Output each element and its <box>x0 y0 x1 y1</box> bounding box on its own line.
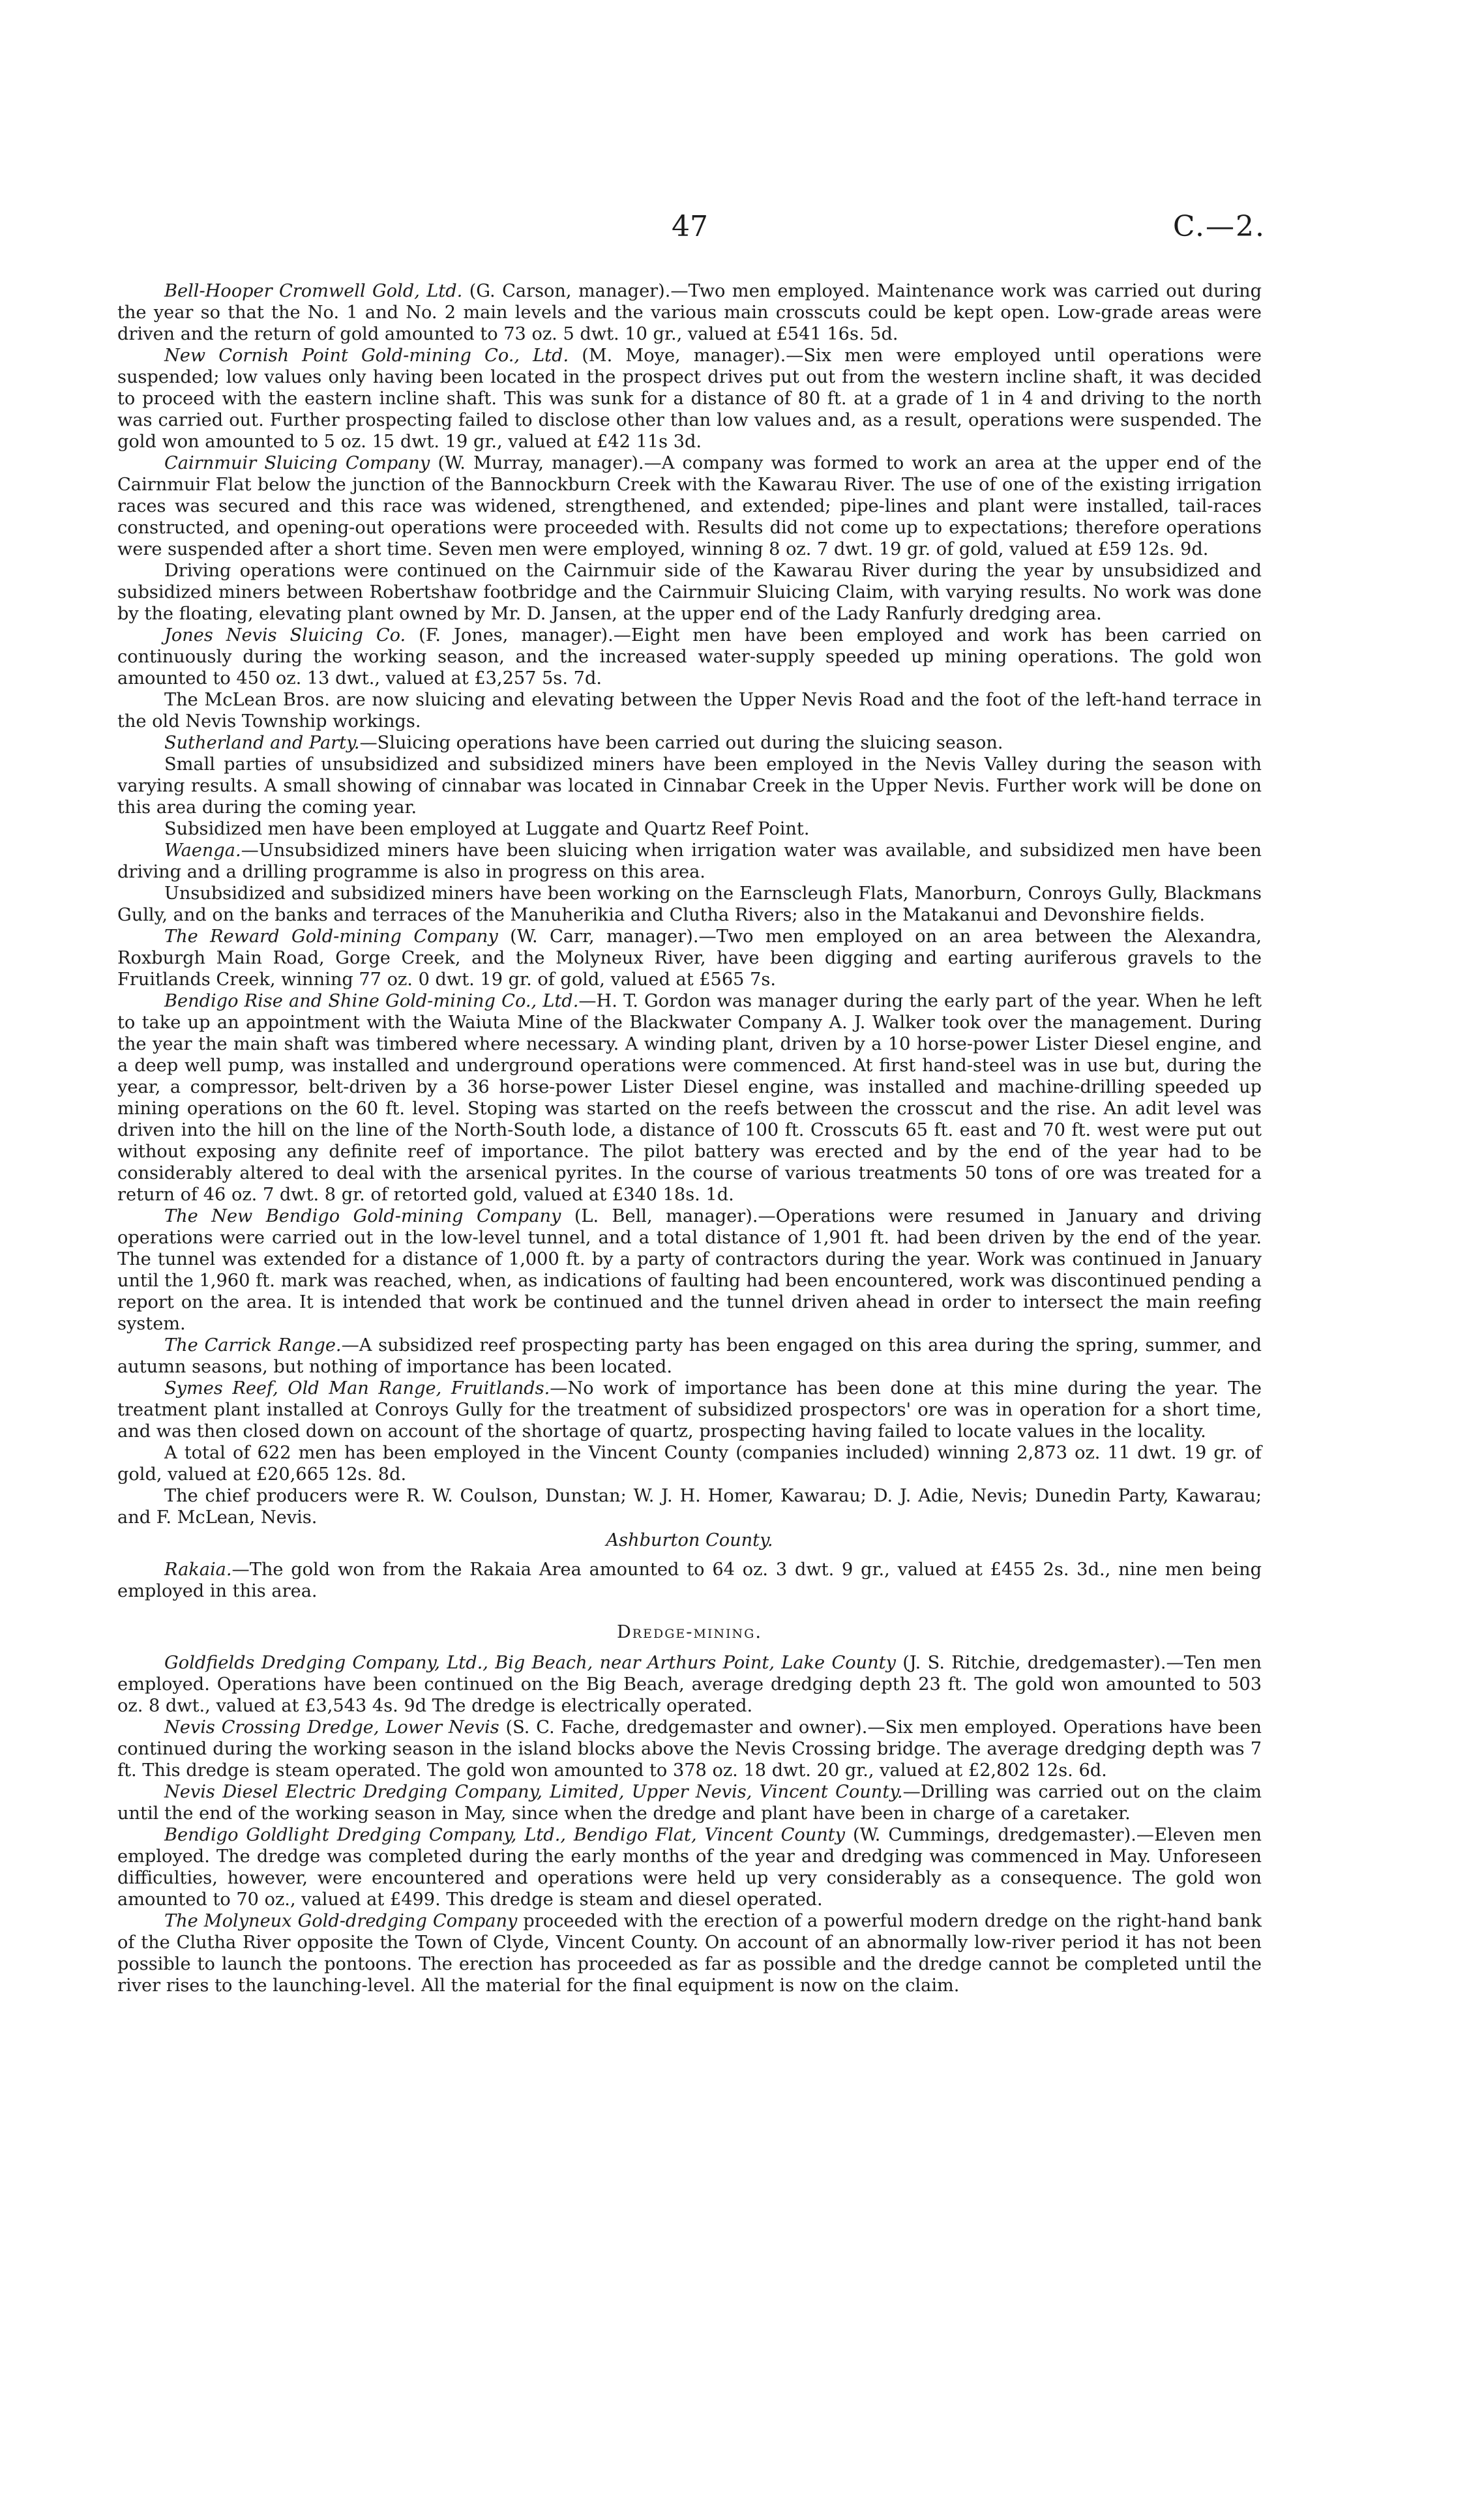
document-reference: C.—2. <box>1172 210 1266 243</box>
paragraph <box>117 1781 1262 1824</box>
paragraph-lead: Jones Nevis Sluicing Co. <box>164 625 406 645</box>
document-body <box>117 280 1262 1996</box>
paragraph <box>117 280 1262 345</box>
paragraph-lead: Rakaia. <box>164 1560 232 1580</box>
paragraph-text: The chief producers were R. W. Coulson, Dunstan; W. J. H. Homer, Kawarau; D. J. Adie, Nevis; Dunedin Party, Kawarau; and F. McLean, Nevis. <box>117 1486 1262 1528</box>
paragraph-text: (W. Carr, manager).—Two men employed on an area between the Alexandra, Roxburgh Main Road, Gorge Creek, and the Molyneux River, have been digging and earting auriferous gravels to the Fruitlands Creek, winning 77 oz. 0 dwt. 19 gr. of gold, valued at £565 7s. <box>117 926 1262 990</box>
paragraph-lead: Bendigo Rise and Shine Gold-mining Co., Ltd. <box>164 991 579 1011</box>
paragraph <box>117 883 1262 926</box>
paragraph-lead: Nevis Crossing Dredge, Lower Nevis <box>164 1717 499 1738</box>
paragraph-lead: Bendigo Goldlight Dredging Company, Ltd., Bendigo Flat, Vincent County <box>164 1825 846 1845</box>
paragraph-lead: The Carrick Range. <box>164 1335 342 1355</box>
section-heading-dredge-mining: Dredge-mining. <box>617 1622 762 1642</box>
paragraph-text: proceeded with the erection of a powerful modern dredge on the right-hand bank of the Clutha River opposite the Town of Clyde, Vincent County. On account of an abnormally low-river period it has not been possible to launch the pontoons. The erection has proceeded as far as possible and the dredge cannot be completed until the river rises to the launching-level. All the material for the final equipment is now on the claim. <box>117 1911 1262 1996</box>
paragraph-text: —A subsidized reef prospecting party has been engaged on this area during the spring, summer, and autumn seasons, but nothing of importance has been located. <box>117 1335 1262 1377</box>
paragraph-text: The McLean Bros. are now sluicing and elevating between the Upper Nevis Road and the foot of the left-hand terrace in the old Nevis Township workings. <box>117 690 1262 732</box>
paragraph-lead: Sutherland and Party. <box>164 733 360 753</box>
paragraph-text: —Sluicing operations have been carried out during the sluicing season. <box>359 733 1003 753</box>
paragraph-text: Driving operations were continued on the Cairnmuir side of the Kawarau River during the year by unsubsidized and subsidized miners between Robertshaw footbridge and the Cairnmuir Sluicing Claim, with varying results. No work was done by the floating, elevating plant owned by Mr. D. Jansen, at the upper end of the Lady Ranfurly dredging area. <box>117 561 1262 624</box>
paragraph <box>117 840 1262 883</box>
paragraph <box>117 1910 1262 1996</box>
paragraph-lead: Nevis Diesel Electric Dredging Company, Limited, Upper Nevis, Vincent County. <box>164 1782 903 1802</box>
paragraph-text: Small parties of unsubsidized and subsidized miners have been employed in the Nevis Valley during the season with varying results. A small showing of cinnabar was located in Cinnabar Creek in the Upper Nevis. Further work will be done on this area during the coming year. <box>117 754 1262 818</box>
paragraph-text: (M. Moye, manager).—Six men were employed until operations were suspended; low values only having been located in the prospect drives put out from the western incline shaft, it was decided to proceed with the eastern incline shaft. This was sunk for a distance of 80 ft. at a grade of 1 in 4 and driving to the north was carried out. Further prospecting failed to disclose other than low values and, as a result, operations were suspended. The gold won amounted to 5 oz. 15 dwt. 19 gr., valued at £42 11s 3d. <box>117 346 1262 452</box>
paragraph-text: (S. C. Fache, dredgemaster and owner).—Six men employed. Operations have been continued during the working season in the island blocks above the Nevis Crossing bridge. The average dredging depth was 7 ft. This dredge is steam operated. The gold won amounted to 378 oz. 18 dwt. 20 gr., valued at £2,802 12s. 6d. <box>117 1717 1262 1781</box>
paragraph-text: (J. S. Ritchie, dredgemaster).—Ten men employed. Operations have been continued on the Big Beach, average dredging depth 23 ft. The gold won amounted to 503 oz. 8 dwt., valued at £3,543 4s. 9d The dredge is electrically operated. <box>117 1653 1262 1716</box>
paragraph-text: —No work of importance has been done at this mine during the year. The treatment plant installed at Conroys Gully for the treatment of subsidized prospectors' ore was in operation for a short time, and was then closed down on account of the shortage of quartz, prospecting having failed to locate values in the locality. <box>117 1378 1262 1442</box>
section-heading-ashburton: Ashburton County. <box>606 1530 773 1550</box>
paragraph <box>117 1717 1262 1781</box>
paragraph <box>117 990 1262 1206</box>
paragraph-text: (W. Cummings, dredgemaster).—Eleven men employed. The dredge was completed during the early months of the year and dredging was commenced in May. Unforeseen difficulties, however, were encountered and operations were held up very considerably as a consequence. The gold won amounted to 70 oz., valued at £499. This dredge is steam and diesel operated. <box>117 1825 1262 1910</box>
paragraph <box>117 926 1262 990</box>
paragraph <box>117 732 1262 754</box>
paragraph-text: —H. T. Gordon was manager during the early part of the year. When he left to take up an appointment with the Waiuta Mine of the Blackwater Company A. J. Walker took over the management. During the year the main shaft was timbered where necessary. A winding plant, driven by a 10 horse-power Lister Diesel engine, and a deep well pump, was installed and underground operations were commenced. At first hand-steel was in use but, during the year, a compressor, belt-driven by a 36 horse-power Lister Diesel engine, was installed and machine-drilling speeded up mining operations on the 60 ft. level. Stoping was started on the reefs between the crosscut and the rise. An adit level was driven into the hill on the line of the North-South lode, a distance of 100 ft. Crosscuts 65 ft. east and 70 ft. west were put out without exposing any definite reef of importance. The pilot battery was erected and by the end of the year had to be considerably altered to deal with the arsenical pyrites. In the course of various treatments 50 tons of ore was treated for a return of 46 oz. 7 dwt. 8 gr. of retorted gold, valued at £340 18s. 1d. <box>117 991 1262 1205</box>
paragraph <box>117 1559 1262 1602</box>
paragraph <box>117 1485 1262 1528</box>
paragraph <box>117 689 1262 732</box>
paragraph-text: Unsubsidized and subsidized miners have been working on the Earnscleugh Flats, Manorburn, Conroys Gully, Blackmans Gully, and on the banks and terraces of the Manuherikia and Clutha Rivers; also in the Matakanui and Devonshire fields. <box>117 883 1262 925</box>
paragraph-text: —The gold won from the Rakaia Area amounted to 64 oz. 3 dwt. 9 gr., valued at £455 2s. 3d., nine men being employed in this area. <box>117 1560 1262 1601</box>
paragraph-lead: The Reward Gold-mining Company <box>164 926 498 947</box>
paragraph-text: (F. Jones, manager).—Eight men have been employed and work has been carried on continuously during the working season, and the increased water-supply speeded up mining operations. The gold won amounted to 450 oz. 13 dwt., valued at £3,257 5s. 7d. <box>117 625 1262 689</box>
paragraph <box>117 754 1262 818</box>
paragraph-text: —Unsubsidized miners have been sluicing when irrigation water was available, and subsidized men have been driving and a drilling programme is also in progress on this area. <box>117 840 1262 882</box>
paragraph <box>117 1824 1262 1910</box>
paragraph <box>117 1652 1262 1717</box>
paragraph-text: (G. Carson, manager).—Two men employed. Maintenance work was carried out during the year so that the No. 1 and No. 2 main levels and the various main crosscuts could be kept open. Low-grade areas were driven and the return of gold amounted to 73 oz. 5 dwt. 10 gr., valued at £541 16s. 5d. <box>117 281 1262 344</box>
paragraph-text: (L. Bell, manager).—Operations were resumed in January and driving operations were carried out in the low-level tunnel, and a total distance of 1,901 ft. had been driven by the end of the year. The tunnel was extended for a distance of 1,000 ft. by a party of contractors during the year. Work was continued in January until the 1,960 ft. mark was reached, when, as indications of faulting had been encountered, work was discontinued pending a report on the area. It is intended that work be continued and the tunnel driven ahead in order to intersect the main reefing system. <box>117 1206 1262 1334</box>
paragraph-lead: Cairnmuir Sluicing Company <box>164 453 430 473</box>
paragraph-text: Subsidized men have been employed at Luggate and Quartz Reef Point. <box>164 819 810 839</box>
paragraph <box>117 1378 1262 1442</box>
paragraph <box>117 452 1262 560</box>
paragraph-lead: Bell-Hooper Cromwell Gold, Ltd. <box>164 281 463 301</box>
paragraph-lead: Goldfields Dredging Company, Ltd., Big Beach, near Arthurs Point, Lake County <box>164 1653 896 1673</box>
paragraph <box>117 560 1262 625</box>
page-header <box>0 210 1484 249</box>
paragraph-lead: New Cornish Point Gold-mining Co., Ltd. <box>164 346 569 366</box>
paragraph-text: —Drilling was carried out on the claim until the end of the working season in May, since when the dredge and plant have been in charge of a caretaker. <box>117 1782 1262 1824</box>
paragraph-text: A total of 622 men has been employed in the Vincent County (companies included) winning 2,873 oz. 11 dwt. 19 gr. of gold, valued at £20,665 12s. 8d. <box>117 1443 1262 1485</box>
paragraph-lead: The Molyneux Gold-dredging Company <box>164 1911 518 1931</box>
paragraph-lead: Waenga. <box>164 840 241 861</box>
page-number: 47 <box>672 210 708 243</box>
paragraph-text: (W. Murray, manager).—A company was formed to work an area at the upper end of the Cairnmuir Flat below the junction of the Bannockburn Creek with the Kawarau River. The use of one of the existing irrigation races was secured and this race was widened, strengthened, and extended; pipe-lines and plant were installed, tail-races constructed, and opening-out operations were proceeded with. Results did not come up to expectations; therefore operations were suspended after a short time. Seven men were employed, winning 8 oz. 7 dwt. 19 gr. of gold, valued at £59 12s. 9d. <box>117 453 1262 559</box>
paragraph <box>117 818 1262 840</box>
paragraph-lead: Symes Reef, Old Man Range, Fruitlands. <box>164 1378 550 1399</box>
paragraph <box>117 1206 1262 1335</box>
paragraph <box>117 625 1262 689</box>
paragraph-lead: The New Bendigo Gold-mining Company <box>164 1206 561 1226</box>
paragraph <box>117 1335 1262 1378</box>
paragraph <box>117 1442 1262 1485</box>
paragraph <box>117 345 1262 452</box>
